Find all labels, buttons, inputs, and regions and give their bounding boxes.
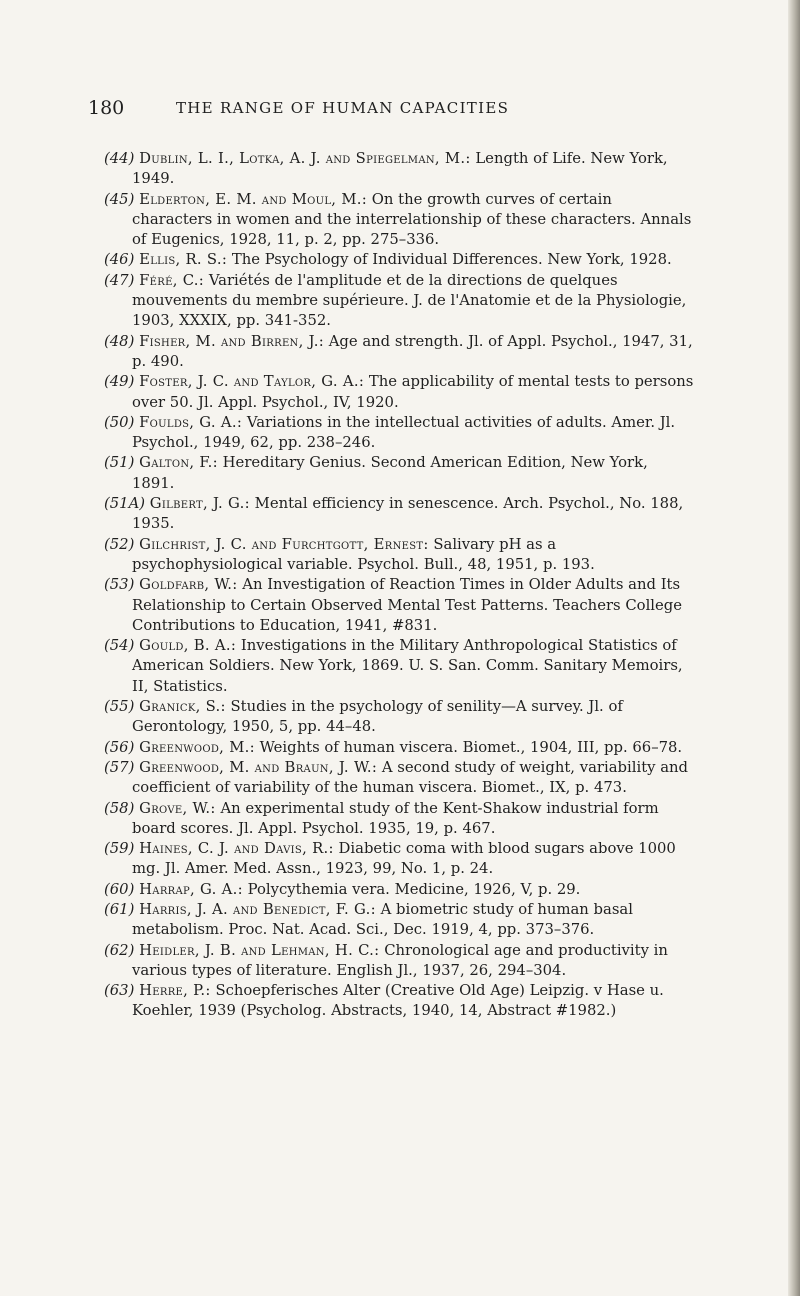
reference-text: Chronological age and productivity in various types of literature. English Jl., 1937, 26, 294–304. — [132, 941, 668, 979]
reference-entry — [104, 575, 694, 636]
reference-authors: Heidler, J. B. and Lehman, H. C.: — [139, 941, 380, 959]
reference-number: (49) — [104, 373, 135, 391]
reference-number: (44) — [104, 150, 135, 167]
reference-authors: Harris, J. A. and Benedict, F. G.: — [139, 900, 376, 918]
reference-number: (63) — [104, 982, 135, 1000]
reference-authors: Dublin, L. I., Lotka, A. J. and Spiegelman, M.: — [139, 150, 471, 167]
reference-text: Polycythemia vera. Medicine, 1926, V, p. 29. — [247, 880, 581, 898]
page-edge-shadow — [788, 0, 800, 1296]
reference-text: An Investigation of Reaction Times in Older Adults and Its Relationship to Certain Observed Mental Test Patterns. Teachers College Contributions to Education, 1941, #831. — [132, 576, 683, 634]
reference-authors: Ellis, R. S.: — [139, 251, 228, 269]
reference-number: (46) — [104, 251, 135, 269]
reference-entry — [104, 453, 694, 494]
reference-list — [104, 149, 694, 1022]
reference-authors: Grove, W.: — [139, 799, 216, 817]
reference-text: Salivary pH as a psychophysiological variable. Psychol. Bull., 48, 1951, p. 193. — [132, 535, 595, 573]
reference-text: On the growth curves of certain characters in women and the interrelationship of these characters. Annals of Eugenics, 1928, 11, p. 2, pp. 275–336. — [132, 190, 692, 249]
reference-number: (48) — [104, 332, 135, 350]
running-head: THE RANGE OF HUMAN CAPACITIES — [176, 99, 510, 117]
reference-authors: Gilbert, J. G.: — [149, 495, 250, 513]
reference-entry — [104, 941, 694, 982]
reference-authors: Greenwood, M.: — [139, 738, 255, 756]
reference-number: (53) — [104, 576, 135, 594]
reference-number: (60) — [104, 880, 135, 898]
reference-text: Variétés de l'amplitude et de la directions de quelques mouvements du membre supérieure. J. de l'Anatomie et de la Physiologie, 1903, XXXIX, pp. 341-352. — [132, 271, 687, 330]
reference-number: (57) — [104, 758, 135, 776]
reference-authors: Foster, J. C. and Taylor, G. A.: — [139, 373, 365, 391]
reference-entry — [104, 839, 694, 880]
reference-authors: Goldfarb, W.: — [139, 576, 238, 594]
reference-entry — [104, 372, 694, 413]
reference-text: Schoepferisches Alter (Creative Old Age) Leipzig. v Hase u. Koehler, 1939 (Psycholog. Abstracts, 1940, 14, Abstract #1982.) — [132, 982, 664, 1020]
reference-authors: Gould, B. A.: — [139, 637, 237, 655]
reference-entry — [104, 799, 694, 840]
reference-number: (54) — [104, 637, 135, 655]
reference-number: (58) — [104, 799, 135, 817]
reference-authors: Galton, F.: — [139, 454, 218, 472]
reference-text: Weights of human viscera. Biomet., 1904, III, pp. 66–78. — [259, 738, 683, 756]
reference-authors: Harrap, G. A.: — [139, 880, 243, 898]
reference-authors: Gilchrist, J. C. and Furchtgott, Ernest: — [139, 535, 429, 553]
reference-number: (56) — [104, 738, 135, 756]
reference-entry — [104, 738, 694, 758]
reference-entry — [104, 981, 694, 1022]
reference-number: (61) — [104, 900, 135, 918]
reference-number: (51) — [104, 454, 135, 472]
reference-authors: Haines, C. J. and Davis, R.: — [139, 840, 334, 858]
reference-entry — [104, 758, 694, 799]
reference-entry — [104, 880, 694, 900]
reference-entry — [104, 697, 694, 738]
reference-authors: Granick, S.: — [139, 698, 226, 716]
page-header — [88, 96, 708, 120]
reference-number: (62) — [104, 941, 135, 959]
reference-text: Length of Life. New York, 1949. — [132, 150, 668, 188]
reference-entry — [104, 250, 694, 270]
reference-text: The Psychology of Individual Differences. New York, 1928. — [231, 251, 672, 269]
page-number: 180 — [88, 97, 125, 119]
reference-entry — [104, 149, 694, 190]
reference-text: Diabetic coma with blood sugars above 1000 mg. Jl. Amer. Med. Assn., 1923, 99, No. 1, p. 24. — [132, 840, 676, 878]
reference-entry — [104, 636, 694, 697]
reference-text: The applicability of mental tests to persons over 50. Jl. Appl. Psychol., IV, 1920. — [132, 373, 694, 411]
reference-text: Investigations in the Military Anthropological Statistics of American Soldiers. New York, 1869. U. S. San. Comm. Sanitary Memoirs, II, Statistics. — [132, 637, 683, 695]
reference-number: (51A) — [104, 495, 146, 513]
reference-number: (50) — [104, 413, 135, 431]
reference-entry — [104, 413, 694, 454]
reference-number: (45) — [104, 190, 135, 208]
reference-entry — [104, 190, 694, 251]
reference-text: An experimental study of the Kent-Shakow industrial form board scores. Jl. Appl. Psychol. 1935, 19, p. 467. — [132, 799, 659, 837]
reference-text: A second study of weight, variability and coefficient of variability of the human viscera. Biomet., IX, p. 473. — [132, 758, 689, 797]
reference-authors: Foulds, G. A.: — [139, 413, 243, 431]
reference-text: Variations in the intellectual activities of adults. Amer. Jl. Psychol., 1949, 62, pp. 238–246. — [132, 413, 676, 452]
reference-entry — [104, 535, 694, 576]
reference-entry — [104, 494, 694, 535]
reference-text: A biometric study of human basal metabolism. Proc. Nat. Acad. Sci., Dec. 1919, 4, pp. 373–376. — [132, 900, 633, 939]
reference-authors: Herre, P.: — [139, 982, 211, 1000]
reference-authors: Fisher, M. and Birren, J.: — [139, 332, 324, 350]
reference-text: Hereditary Genius. Second American Edition, New York, 1891. — [132, 454, 648, 492]
reference-text: Age and strength. Jl. of Appl. Psychol., 1947, 31, p. 490. — [132, 332, 693, 370]
reference-text: Studies in the psychology of senility—A survey. Jl. of Gerontology, 1950, 5, pp. 44–48. — [132, 698, 623, 736]
reference-number: (59) — [104, 840, 135, 858]
reference-entry — [104, 900, 694, 941]
reference-entry — [104, 271, 694, 332]
reference-authors: Féré, C.: — [139, 271, 205, 289]
reference-number: (52) — [104, 535, 135, 553]
reference-authors: Greenwood, M. and Braun, J. W.: — [139, 758, 378, 776]
reference-entry — [104, 332, 694, 373]
reference-authors: Elderton, E. M. and Moul, M.: — [139, 190, 368, 208]
reference-text: Mental efficiency in senescence. Arch. Psychol., No. 188, 1935. — [132, 495, 684, 533]
reference-number: (55) — [104, 698, 135, 716]
reference-number: (47) — [104, 271, 135, 289]
